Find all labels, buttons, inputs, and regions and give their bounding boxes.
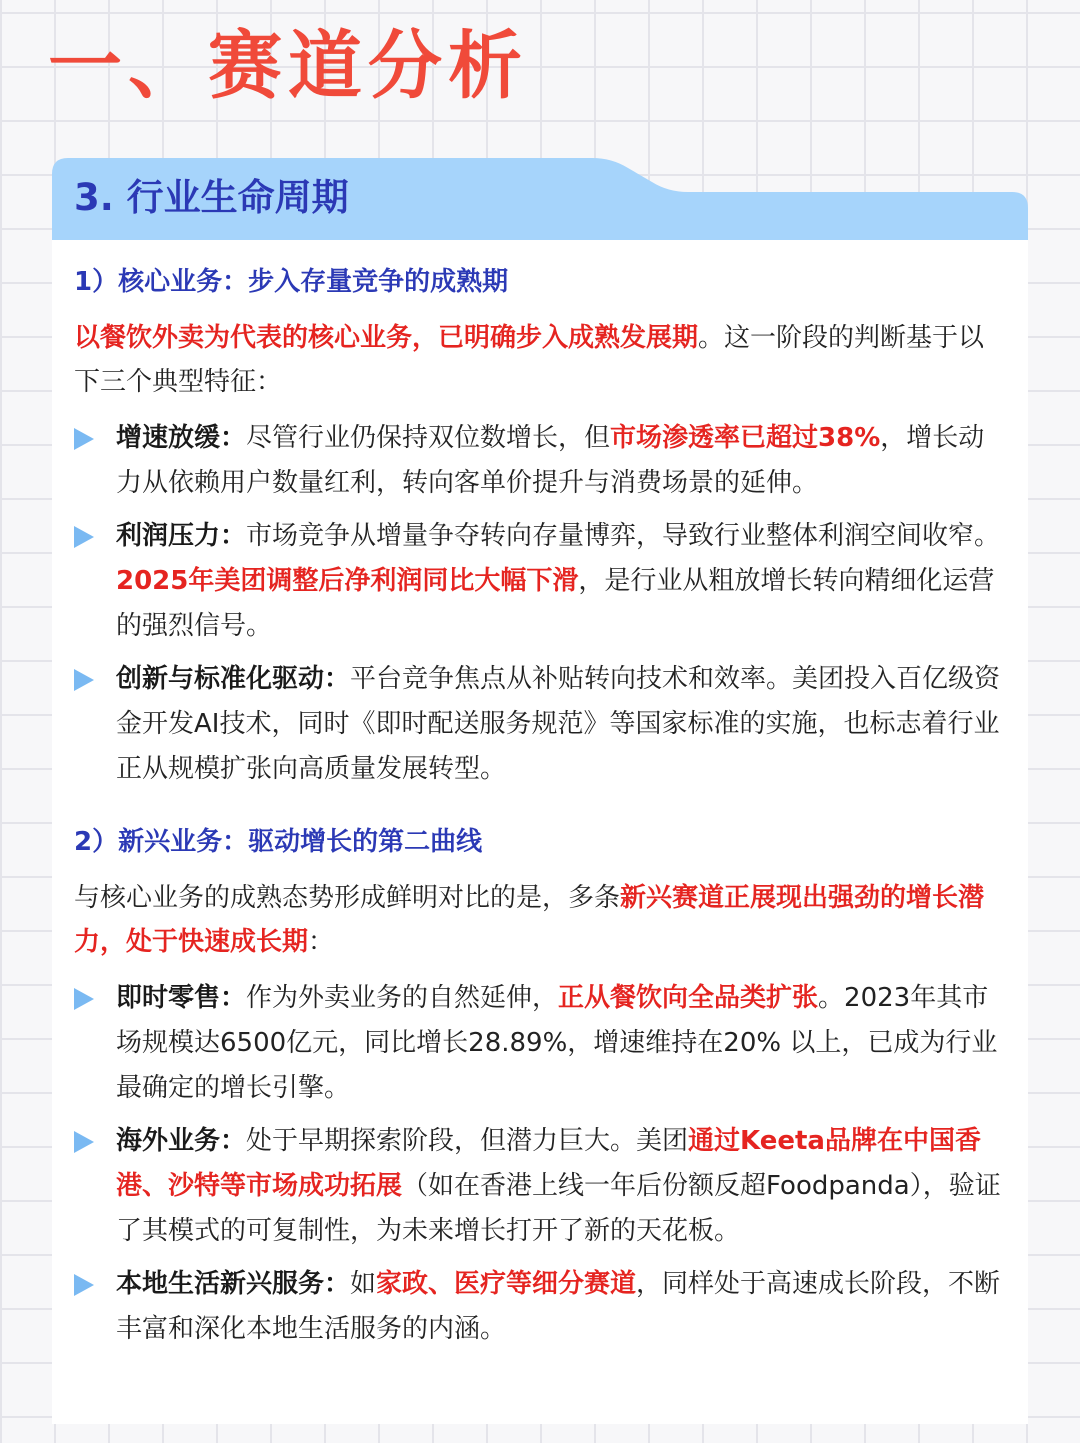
triangle-bullet-icon	[74, 1274, 94, 1296]
item-text: 处于早期探索阶段，但潜力巨大。美团	[246, 1126, 689, 1156]
item-highlight: 通过Keeta品牌在中国香港、沙特等市场成功拓展	[116, 1126, 981, 1201]
list-item	[74, 514, 1004, 649]
list-item	[74, 976, 1004, 1111]
triangle-bullet-icon	[74, 526, 94, 548]
item-highlight: 市场渗透率已超过38%	[610, 423, 881, 453]
item-label: 创新与标准化驱动：	[116, 664, 351, 694]
triangle-bullet-icon	[74, 669, 94, 691]
page-title: 一、赛道分析	[48, 23, 528, 109]
item-label: 增速放缓：	[116, 423, 247, 453]
list-item	[74, 416, 1004, 506]
triangle-bullet-icon	[74, 1131, 94, 1153]
core-intro-text: 。这一阶段的判断基于以下三个典型特征：	[74, 323, 985, 397]
item-highlight: 正从餐饮向全品类扩张	[558, 983, 819, 1013]
core-business-heading: 1）核心业务：步入存量竞争的成熟期	[74, 267, 509, 297]
triangle-bullet-icon	[74, 428, 94, 450]
emerging-business-heading: 2）新兴业务：驱动增长的第二曲线	[74, 827, 483, 857]
item-label: 本地生活新兴服务：	[116, 1269, 351, 1299]
core-intro-highlight: 以餐饮外卖为代表的核心业务，已明确步入成熟发展期	[74, 323, 699, 353]
emerging-intro-text: 与核心业务的成熟态势形成鲜明对比的是，多条	[74, 883, 621, 913]
item-text: 作为外卖业务的自然延伸，	[246, 983, 559, 1013]
section-title: 3. 行业生命周期	[74, 176, 349, 219]
triangle-bullet-icon	[74, 988, 94, 1010]
item-label: 即时零售：	[116, 983, 247, 1013]
item-text-end: ，同样处于高速成长阶段，不断丰富和深化本地生活服务的内涵。	[116, 1269, 1001, 1344]
item-text: 如	[350, 1269, 377, 1299]
core-business-intro	[74, 316, 1004, 404]
item-label: 海外业务：	[116, 1126, 247, 1156]
section-tab	[52, 158, 1028, 240]
item-highlight: 2025年美团调整后净利润同比大幅下滑	[116, 566, 579, 596]
item-text: 平台竞争焦点从补贴转向技术和效率。美团投入百亿级资金开发AI技术，同时《即时配送服务规范》等国家标准的实施，也标志着行业正从规模扩张向高质量发展转型。	[116, 664, 1001, 784]
item-text: 尽管行业仍保持双位数增长，但	[246, 423, 611, 453]
item-text-end: ，增长动力从依赖用户数量红利，转向客单价提升与消费场景的延伸。	[116, 423, 985, 498]
item-text: 市场竞争从增量争夺转向存量博弈，导致行业整体利润空间收窄。	[246, 521, 1001, 551]
content-body	[74, 262, 1004, 1368]
item-highlight: 家政、医疗等细分赛道	[376, 1269, 637, 1299]
item-text-end: 。2023年其市场规模达6500亿元，同比增长28.89%，增速维持在20% 以上，已成为行业最确定的增长引擎。	[116, 983, 998, 1103]
list-item	[74, 1119, 1004, 1254]
core-feature-list	[74, 416, 1004, 792]
item-text-end: （如在香港上线一年后份额反超Foodpanda），验证了其模式的可复制性，为未来增长打开了新的天花板。	[116, 1171, 1001, 1246]
list-item	[74, 657, 1004, 792]
list-item	[74, 1262, 1004, 1352]
emerging-intro-highlight: 新兴赛道正展现出强劲的增长潜力，处于快速成长期	[74, 883, 985, 957]
emerging-feature-list	[74, 976, 1004, 1352]
emerging-intro-end: ：	[308, 927, 335, 957]
item-text-end: ，是行业从粗放增长转向精细化运营的强烈信号。	[116, 566, 995, 641]
emerging-business-intro	[74, 876, 1004, 964]
item-label: 利润压力：	[116, 521, 247, 551]
